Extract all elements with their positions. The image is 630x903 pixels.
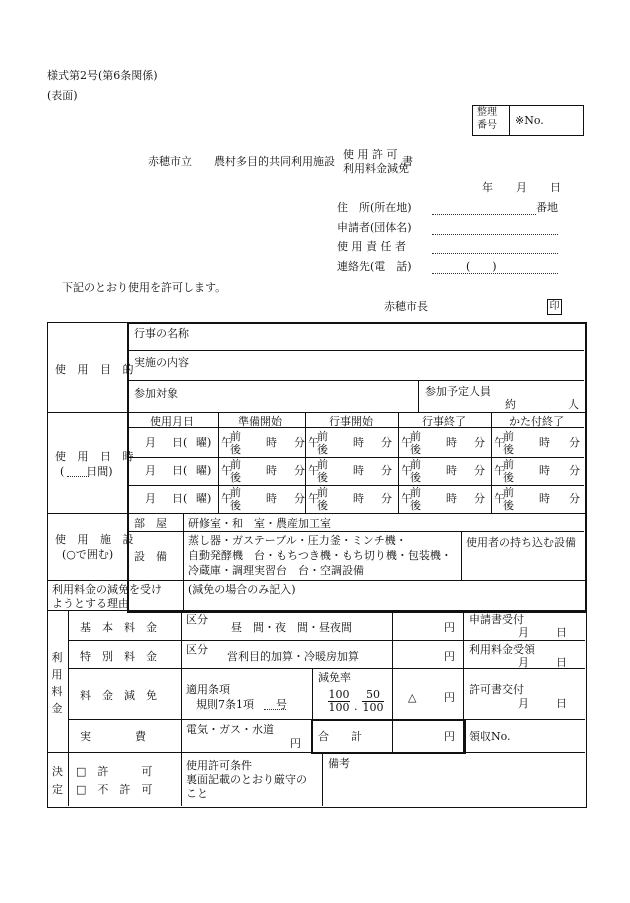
col-clean: かた付終了: [509, 415, 564, 428]
ampm-prefix-r2c3: 午: [401, 464, 412, 477]
time-hour-r2c4: 時: [539, 464, 550, 477]
date-year: 年: [482, 181, 493, 194]
approx-label: 約: [505, 398, 516, 411]
time-hour-r2c1: 時: [266, 464, 277, 477]
ampm-am-r1c1: 前: [230, 430, 241, 443]
total-label: 合 計: [318, 730, 362, 743]
reason-note: (減免の場合のみ記入): [188, 583, 296, 596]
ampm-am-r2c1: 前: [230, 458, 241, 471]
expected-label: 参加予定人員: [425, 385, 491, 398]
ampm-am-r3c1: 前: [230, 486, 241, 499]
contact-paren: ( ): [466, 260, 497, 273]
time-minute-r1c3: 分: [474, 436, 485, 449]
receipt-fee-day: 日: [556, 656, 567, 669]
reg-label-1: 整理: [477, 107, 497, 118]
approval-statement: 下記のとおり使用を許可します。: [62, 281, 227, 294]
special-yen: 円: [444, 650, 455, 663]
ampm-am-r3c2: 前: [317, 486, 328, 499]
utilities-label: 電気・ガス・水道: [186, 723, 274, 736]
ampm-prefix-r1c1: 午: [221, 436, 232, 449]
ampm-pm-r2c1: 後: [230, 471, 241, 484]
ampm-prefix-r1c4: 午: [494, 436, 505, 449]
ampm-am-r2c4: 前: [503, 458, 514, 471]
title-suffix: 書: [402, 155, 413, 168]
basic-fee-label: 基 本 料 金: [80, 621, 157, 634]
address-label: 住 所(所在地): [337, 201, 412, 214]
reg-label-2: 番号: [477, 120, 497, 131]
ampm-am-r1c3: 前: [410, 430, 421, 443]
ampm-prefix-r1c3: 午: [401, 436, 412, 449]
manager-label: 使 用 責 任 者: [337, 240, 406, 253]
ampm-prefix-r2c1: 午: [221, 464, 232, 477]
time-hour-r1c4: 時: [539, 436, 550, 449]
date-day: 日: [550, 181, 561, 194]
time-hour-r3c1: 時: [266, 492, 277, 505]
permit-issue-label: 許可書交付: [469, 683, 524, 696]
total-yen: 円: [444, 730, 455, 743]
time-hour-r1c2: 時: [353, 436, 364, 449]
col-end: 行事終了: [422, 415, 466, 428]
special-category-options: 営利目的加算・冷暖房加算: [227, 650, 359, 663]
fee-vertical-label: 利 用 料 金: [51, 651, 63, 715]
time-minute-r3c1: 分: [294, 492, 305, 505]
ampm-prefix-r3c2: 午: [308, 492, 319, 505]
decision-label-1: 決: [52, 765, 63, 778]
mayor-label: 赤穂市長: [384, 300, 428, 313]
target-label: 参加対象: [134, 387, 178, 400]
rule-article: 規則7条1項 号: [196, 698, 287, 711]
facility-circle-note: (○で囲む): [62, 548, 114, 561]
ampm-pm-r3c4: 後: [503, 499, 514, 512]
receipt-app-day: 日: [556, 626, 567, 639]
ampm-pm-r1c2: 後: [317, 443, 328, 456]
ampm-am-r3c3: 前: [410, 486, 421, 499]
time-hour-r3c3: 時: [446, 492, 457, 505]
ampm-prefix-r3c4: 午: [494, 492, 505, 505]
own-equipment-label: 使用者の持ち込む設備: [466, 536, 576, 549]
utilities-yen: 円: [290, 737, 301, 750]
permit-option: □ 許 可: [76, 765, 153, 778]
basic-yen: 円: [444, 621, 455, 634]
time-hour-r1c3: 時: [446, 436, 457, 449]
ampm-pm-r2c3: 後: [410, 471, 421, 484]
ampm-prefix-r1c2: 午: [308, 436, 319, 449]
basic-category-options: 昼 間・夜 間・昼夜間: [231, 621, 352, 634]
special-fee-label: 特 別 料 金: [80, 650, 157, 663]
decision-label-2: 定: [52, 783, 63, 796]
ampm-prefix-r2c2: 午: [308, 464, 319, 477]
equipment-line-1: 蒸し器・ガステーブル・圧力釜・ミンチ機・: [188, 534, 407, 547]
contact-label: 連絡先(電 話): [337, 260, 412, 273]
condition-line-1: 使用許可条件: [186, 759, 252, 772]
people-label: 人: [568, 398, 579, 411]
time-minute-r2c3: 分: [474, 464, 485, 477]
time-minute-r1c2: 分: [381, 436, 392, 449]
actual-cost-label: 実 費: [80, 730, 146, 743]
receipt-fee-label: 利用料金受領: [469, 643, 535, 656]
ampm-pm-r1c1: 後: [230, 443, 241, 456]
reduction-triangle: △: [408, 691, 417, 704]
schedule-label: 使 用 日 時: [55, 450, 138, 463]
reg-value: ※No.: [515, 114, 544, 127]
time-minute-r1c1: 分: [294, 436, 305, 449]
condition-line-3: こと: [186, 787, 208, 800]
content-label: 実施の内容: [134, 356, 189, 369]
date-month: 月: [516, 181, 527, 194]
sched-day-2: 日(: [172, 464, 188, 477]
ampm-am-r1c2: 前: [317, 430, 328, 443]
reduction-yen: 円: [444, 691, 455, 704]
rate-fraction-1: 100 100: [328, 688, 350, 714]
time-hour-r1c1: 時: [266, 436, 277, 449]
time-minute-r3c2: 分: [381, 492, 392, 505]
sched-month-1: 月: [145, 436, 156, 449]
sched-day-1: 日(: [172, 436, 188, 449]
col-date: 使用月日: [150, 415, 194, 428]
receipt-app-month: 月: [518, 626, 529, 639]
ampm-am-r1c4: 前: [503, 430, 514, 443]
ampm-am-r2c3: 前: [410, 458, 421, 471]
time-minute-r2c1: 分: [294, 464, 305, 477]
purpose-label: 使 用 目 的: [55, 363, 138, 376]
sched-weekday-3: 曜): [196, 492, 212, 505]
sched-weekday-1: 曜): [196, 436, 212, 449]
ampm-pm-r3c2: 後: [317, 499, 328, 512]
reason-label-1: 利用料金の減免を受け: [52, 583, 162, 596]
basic-category-label: 区分: [186, 613, 208, 626]
ampm-pm-r3c1: 後: [230, 499, 241, 512]
equipment-line-3: 冷蔵庫・調理実習台 台・空調設備: [188, 564, 364, 577]
title-org: 赤穂市立: [148, 155, 192, 168]
time-minute-r3c3: 分: [474, 492, 485, 505]
time-hour-r3c4: 時: [539, 492, 550, 505]
ampm-prefix-r3c3: 午: [401, 492, 412, 505]
title-upper: 使 用 許 可: [343, 148, 398, 161]
sched-day-3: 日(: [172, 492, 188, 505]
permit-issue-day: 日: [556, 697, 567, 710]
ampm-pm-r2c2: 後: [317, 471, 328, 484]
schedule-days: ( 日間): [60, 465, 113, 478]
time-minute-r3c4: 分: [569, 492, 580, 505]
ampm-pm-r1c3: 後: [410, 443, 421, 456]
form-number: 様式第2号(第6条関係): [47, 69, 158, 82]
seal-mark: 印: [547, 299, 562, 315]
receipt-number-label: 領収No.: [469, 730, 511, 743]
ampm-pm-r2c4: 後: [503, 471, 514, 484]
sched-weekday-2: 曜): [196, 464, 212, 477]
special-category-label: 区分: [186, 643, 208, 656]
equipment-label: 設 備: [134, 550, 167, 563]
deny-option: □ 不 許 可: [76, 783, 153, 796]
form-side: (表面): [47, 89, 78, 102]
time-minute-r2c2: 分: [381, 464, 392, 477]
equipment-line-2: 自動発酵機 台・もちつき機・もち切り機・包装機・: [188, 549, 452, 562]
reason-label-2: ようとする理由: [52, 597, 129, 610]
time-hour-r2c3: 時: [446, 464, 457, 477]
permit-issue-month: 月: [518, 697, 529, 710]
condition-line-2: 裏面記載のとおり厳守の: [186, 773, 307, 786]
time-minute-r2c4: 分: [569, 464, 580, 477]
title-facility: 農村多目的共同利用施設: [214, 155, 335, 168]
col-start: 行事開始: [329, 415, 373, 428]
col-prep: 準備開始: [238, 415, 282, 428]
ampm-prefix-r3c1: 午: [221, 492, 232, 505]
time-minute-r1c4: 分: [569, 436, 580, 449]
ampm-pm-r1c4: 後: [503, 443, 514, 456]
room-label: 部 屋: [134, 517, 167, 530]
time-hour-r3c2: 時: [353, 492, 364, 505]
ampm-prefix-r2c4: 午: [494, 464, 505, 477]
reduction-rate-label: 減免率: [318, 671, 351, 684]
ampm-pm-r3c3: 後: [410, 499, 421, 512]
sched-month-2: 月: [145, 464, 156, 477]
remarks-label: 備考: [328, 757, 350, 770]
receipt-fee-month: 月: [518, 656, 529, 669]
reduction-label: 料 金 減 免: [80, 689, 157, 702]
rate-fraction-2: 50 100: [362, 688, 384, 714]
room-options: 研修室・和 室・農産加工室: [188, 517, 331, 530]
applied-article-label: 適用条項: [186, 683, 230, 696]
receipt-app-label: 申請書受付: [469, 613, 524, 626]
event-name-label: 行事の名称: [134, 327, 189, 340]
applicant-name-label: 申請者(団体名): [337, 221, 412, 234]
facility-label: 使 用 施 設: [55, 533, 138, 546]
rate-dot: .: [354, 700, 358, 713]
title-lower: 利用料金減免: [343, 162, 409, 175]
ampm-am-r2c2: 前: [317, 458, 328, 471]
ampm-am-r3c4: 前: [503, 486, 514, 499]
sched-month-3: 月: [145, 492, 156, 505]
time-hour-r2c2: 時: [353, 464, 364, 477]
address-suffix: 番地: [536, 201, 558, 214]
